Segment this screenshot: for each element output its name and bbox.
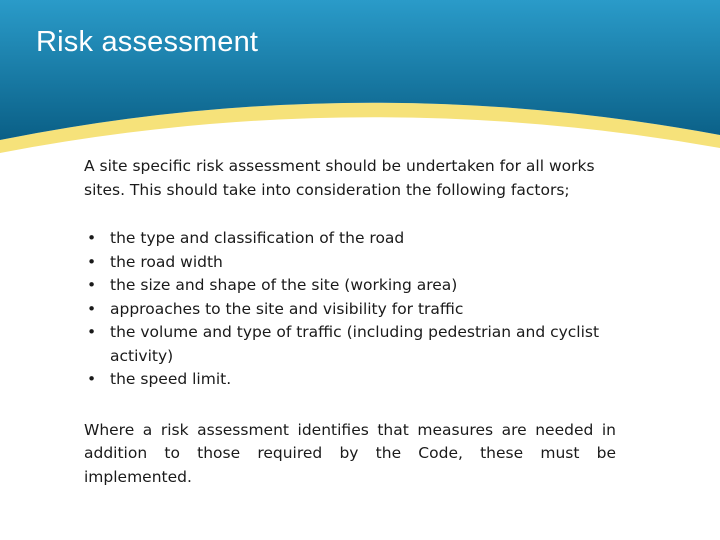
list-item-text: approaches to the site and visibility for traffic	[110, 299, 464, 318]
bullet-icon: •	[87, 370, 97, 388]
slide-body	[84, 155, 616, 489]
list-item	[84, 251, 616, 275]
intro-paragraph: A site specific risk assessment should be undertaken for all works sites. This should take into consideration the following factors;	[84, 157, 595, 199]
list-item	[84, 227, 616, 251]
bullet-icon: •	[87, 276, 97, 294]
list-item-text: the size and shape of the site (working area)	[110, 276, 458, 294]
list-item	[84, 274, 616, 298]
factors-list	[84, 227, 616, 392]
list-item-text: the speed limit.	[110, 370, 232, 388]
list-item	[84, 368, 616, 392]
list-item	[84, 298, 616, 322]
page-title: Risk assessment	[36, 26, 259, 58]
bullet-icon: •	[87, 252, 97, 271]
bullet-icon: •	[87, 229, 97, 247]
list-item-text: the type and classification of the road	[110, 229, 405, 247]
bullet-icon: •	[87, 299, 97, 318]
list-item-text: the volume and type of traffic (including pedestrian and cyclist activity)	[110, 323, 600, 365]
bullet-icon: •	[87, 323, 97, 341]
list-item-text: the road width	[110, 252, 223, 271]
closing-paragraph: Where a risk assessment identifies that measures are needed in addition to those required by the Code, these must be implemented.	[84, 420, 616, 486]
list-item	[84, 321, 616, 368]
